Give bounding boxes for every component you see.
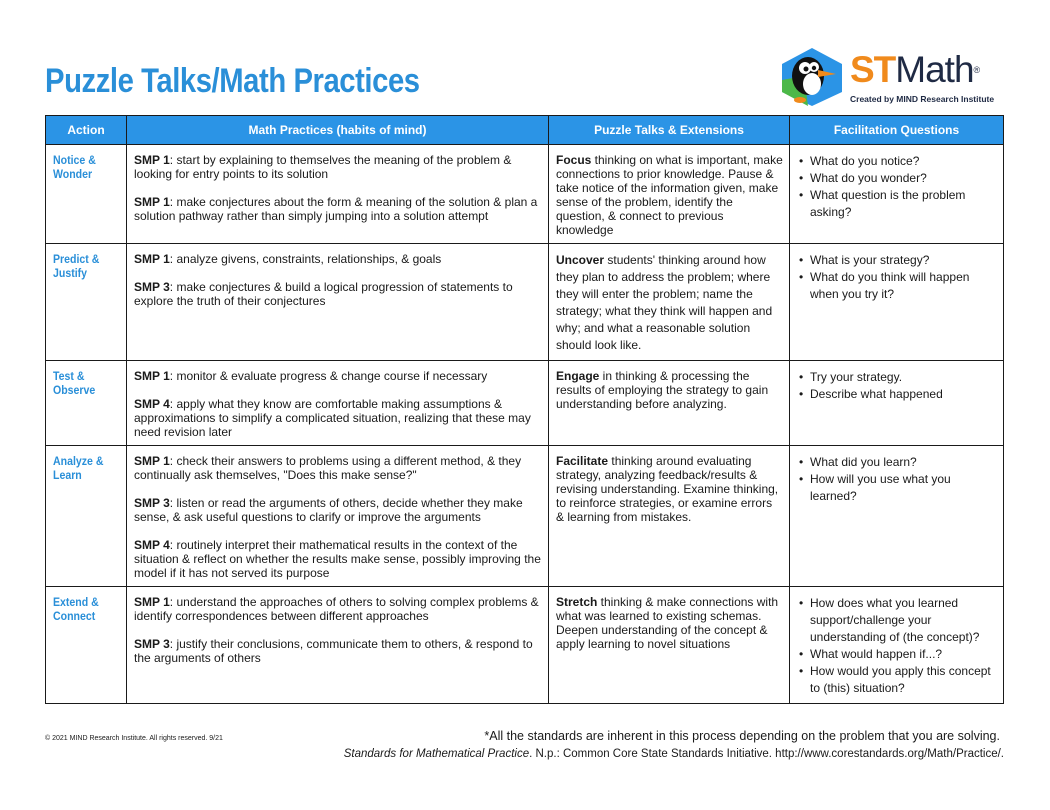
action-line: Extend & — [53, 595, 99, 609]
practices-cell — [127, 587, 549, 704]
question-item: • Try your strategy. — [797, 369, 997, 386]
talk-cell: Facilitate thinking around evaluating strategy, analyzing feedback/results & revising understanding. Examine thinking, to reinforce strategies, or examine errors & learning from mistakes. — [549, 446, 790, 587]
smp-item: SMP 1: analyze givens, constraints, relationships, & goals — [134, 252, 442, 266]
action-line: Learn — [53, 468, 82, 482]
table-header-row — [46, 116, 1004, 145]
table-row — [46, 587, 1004, 704]
header-puzzle-talks: Puzzle Talks & Extensions — [549, 116, 790, 145]
standards-footnote: *All the standards are inherent in this process depending on the problem that you are solving. — [484, 729, 1000, 743]
action-line: Test & — [53, 369, 85, 383]
action-cell — [46, 446, 127, 587]
smp-item: SMP 1: monitor & evaluate progress & change course if necessary — [134, 369, 488, 383]
smp-item: SMP 1: start by explaining to themselves the meaning of the problem & looking for entry points to its solution — [134, 153, 512, 181]
question-item: • What question is the problem asking? — [797, 187, 997, 221]
question-item: • How does what you learned support/challenge your understanding of (the concept)? — [797, 595, 997, 646]
citation-title: Standards for Mathematical Practice — [343, 748, 530, 760]
action-cell — [46, 587, 127, 704]
practices-cell — [127, 446, 549, 587]
questions-cell — [790, 361, 1004, 446]
smp-item: SMP 1: make conjectures about the form & meaning of the solution & plan a solution pathway rather than simply jumping into a solution attempt — [134, 195, 538, 223]
action-line: Observe — [53, 383, 96, 397]
talk-cell: Focus thinking on what is important, make connections to prior knowledge. Pause & take notice of the information given, make sense of the problem, identify the question, & connect to previous knowledge — [549, 145, 790, 244]
smp-item: SMP 4: routinely interpret their mathematical results in the context of the situation & reflect on whether the results make sense, possibly improving the model if it has not served its purpose — [134, 538, 541, 580]
talk-cell: Engage in thinking & processing the results of employing the strategy to gain understanding before analyzing. — [549, 361, 790, 446]
questions-cell — [790, 446, 1004, 587]
page-title: Puzzle Talks/Math Practices — [45, 62, 420, 100]
action-line: Notice & — [53, 153, 96, 167]
question-item: • What would happen if...? — [797, 646, 997, 663]
logo-st: ST — [850, 49, 896, 90]
talk-cell: Stretch thinking & make connections with what was learned to existing schemas. Deepen understanding of the concept & apply learning to novel situations — [549, 587, 790, 704]
question-item: • How would you apply this concept to (this) situation? — [797, 663, 997, 697]
table-row — [46, 361, 1004, 446]
action-line: Justify — [53, 266, 88, 280]
action-line: Predict & — [53, 252, 100, 266]
header-facilitation-questions: Facilitation Questions — [790, 116, 1004, 145]
question-item: • What do you think will happen when you try it? — [797, 269, 997, 303]
logo-math: Math — [895, 49, 974, 90]
citation-rest: . N.p.: Common Core State Standards Initiative. http://www.corestandards.org/Math/Practice/. — [529, 748, 1004, 760]
question-item: • How will you use what you learned? — [797, 471, 997, 505]
action-line: Analyze & — [53, 454, 104, 468]
questions-cell — [790, 587, 1004, 704]
talk-cell: Uncover students' thinking around how they plan to address the problem; where they will enter the problem; name the strategy; what they think will happen and why; and what a reasonable solution should look like. — [549, 244, 790, 361]
action-line: Wonder — [53, 167, 93, 181]
jiji-penguin-logo-icon — [778, 46, 846, 108]
question-item: • What did you learn? — [797, 454, 997, 471]
header-action: Action — [46, 116, 127, 145]
table-row — [46, 446, 1004, 587]
header-math-practices: Math Practices (habits of mind) — [127, 116, 549, 145]
question-item: • What is your strategy? — [797, 252, 997, 269]
table-row — [46, 145, 1004, 244]
action-cell — [46, 145, 127, 244]
action-cell — [46, 244, 127, 361]
smp-item: SMP 3: listen or read the arguments of others, decide whether they make sense, & ask useful questions to clarify or improve the arguments — [134, 496, 523, 524]
questions-cell — [790, 244, 1004, 361]
table-row — [46, 244, 1004, 361]
logo-wordmark — [850, 50, 979, 90]
questions-cell — [790, 145, 1004, 244]
logo-subtitle: Created by MIND Research Institute — [850, 94, 995, 104]
smp-item: SMP 1: check their answers to problems using a different method, & they continually ask themselves, "Does this make sense?" — [134, 454, 522, 482]
st-math-logo — [778, 46, 1008, 108]
smp-item: SMP 3: make conjectures & build a logical progression of statements to explore the truth of their conjectures — [134, 280, 513, 308]
logo-registered: ® — [973, 65, 980, 75]
practices-cell — [127, 145, 549, 244]
practices-cell — [127, 244, 549, 361]
smp-item: SMP 3: justify their conclusions, communicate them to others, & respond to the arguments of others — [134, 637, 533, 665]
practices-table — [45, 115, 1004, 704]
question-item: • Describe what happened — [797, 386, 997, 403]
smp-item: SMP 1: understand the approaches of others to solving complex problems & identify correspondences between different approaches — [134, 595, 539, 623]
action-cell — [46, 361, 127, 446]
action-line: Connect — [53, 609, 96, 623]
practices-cell — [127, 361, 549, 446]
copyright-notice: © 2021 MIND Research Institute. All rights reserved. 9/21 — [45, 735, 223, 742]
question-item: • What do you wonder? — [797, 170, 997, 187]
citation — [344, 748, 1004, 760]
question-item: • What do you notice? — [797, 153, 997, 170]
smp-item: SMP 4: apply what they know are comfortable making assumptions & approximations to simplify a complicated situation, realizing that these may need revision later — [134, 397, 531, 439]
